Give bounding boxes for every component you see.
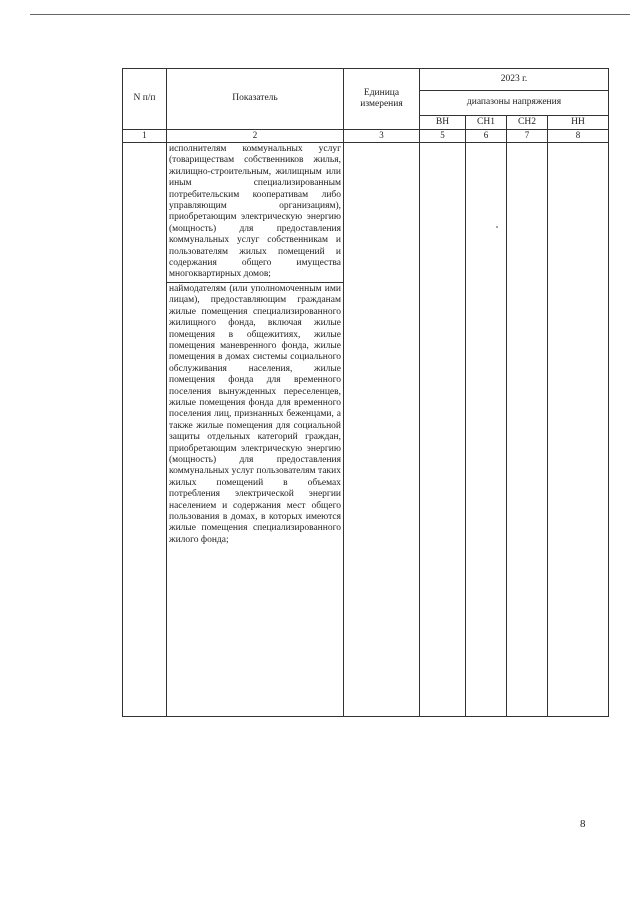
indicator-cell: [167, 143, 344, 717]
table-row: [123, 143, 609, 717]
voltage-nn: НН: [548, 116, 609, 130]
column-number: 2: [167, 130, 344, 143]
value-cell-vn: [420, 143, 466, 717]
column-number: 7: [507, 130, 548, 143]
indicator-text-utility-providers: исполнителям коммунальных услуг (товариществам собственников жилья, жилищно-строительным, жилищным или иным специализированным потребительским кооперативам либо управляющим организациям), приобретающим электрическую энергию (мощность) для предоставления коммунальных услуг собственникам и пользователям жилых помещений и содержания общего имущества многоквартирных домов;: [167, 143, 343, 283]
col-indicator-header: Показатель: [167, 69, 344, 130]
top-rule: [30, 14, 630, 15]
column-number: 6: [466, 130, 507, 143]
row-number-cell: [123, 143, 167, 717]
unit-cell: [344, 143, 420, 717]
voltage-sn1: СН1: [466, 116, 507, 130]
value-cell-sn1: [466, 143, 507, 717]
indicator-text-landlords: наймодателям (или уполномоченным ими лицам), предоставляющим гражданам жилые помещения специализированного жилищного фонда, включая жилые помещения в общежитиях, жилые помещения маневренного фонда, жилые помещения в домах системы социального обслуживания населения, жилые помещения фонда для временного поселения вынужденных переселенцев, жилые помещения фонда для временного поселения лиц, признанных беженцами, а также жилые помещения для социальной защиты отдельных категорий граждан, приобретающим электрическую энергию (мощность) для предоставления коммунальных услуг пользователям таких жилых помещений в объемах потребления электрической энергии населением и содержания мест общего пользования в домах, в которых имеются жилые помещения специализированного жилого фонда;: [169, 283, 341, 545]
col-number-header: N п/п: [123, 69, 167, 130]
year-header: 2023 г.: [420, 69, 609, 91]
value-cell-sn2: [507, 143, 548, 717]
header-row-1: [123, 69, 609, 91]
col-unit-header: Единица измерения: [344, 69, 420, 130]
column-number: 5: [420, 130, 466, 143]
tariff-table: [122, 68, 609, 717]
voltage-ranges-header: диапазоны напряжения: [420, 91, 609, 116]
scan-speck: [496, 226, 498, 228]
column-number: 1: [123, 130, 167, 143]
voltage-vn: ВН: [420, 116, 466, 130]
page-number: 8: [580, 818, 586, 830]
value-cell-nn: [548, 143, 609, 717]
column-number: 8: [548, 130, 609, 143]
column-number: 3: [344, 130, 420, 143]
voltage-sn2: СН2: [507, 116, 548, 130]
column-number-row: [123, 130, 609, 143]
